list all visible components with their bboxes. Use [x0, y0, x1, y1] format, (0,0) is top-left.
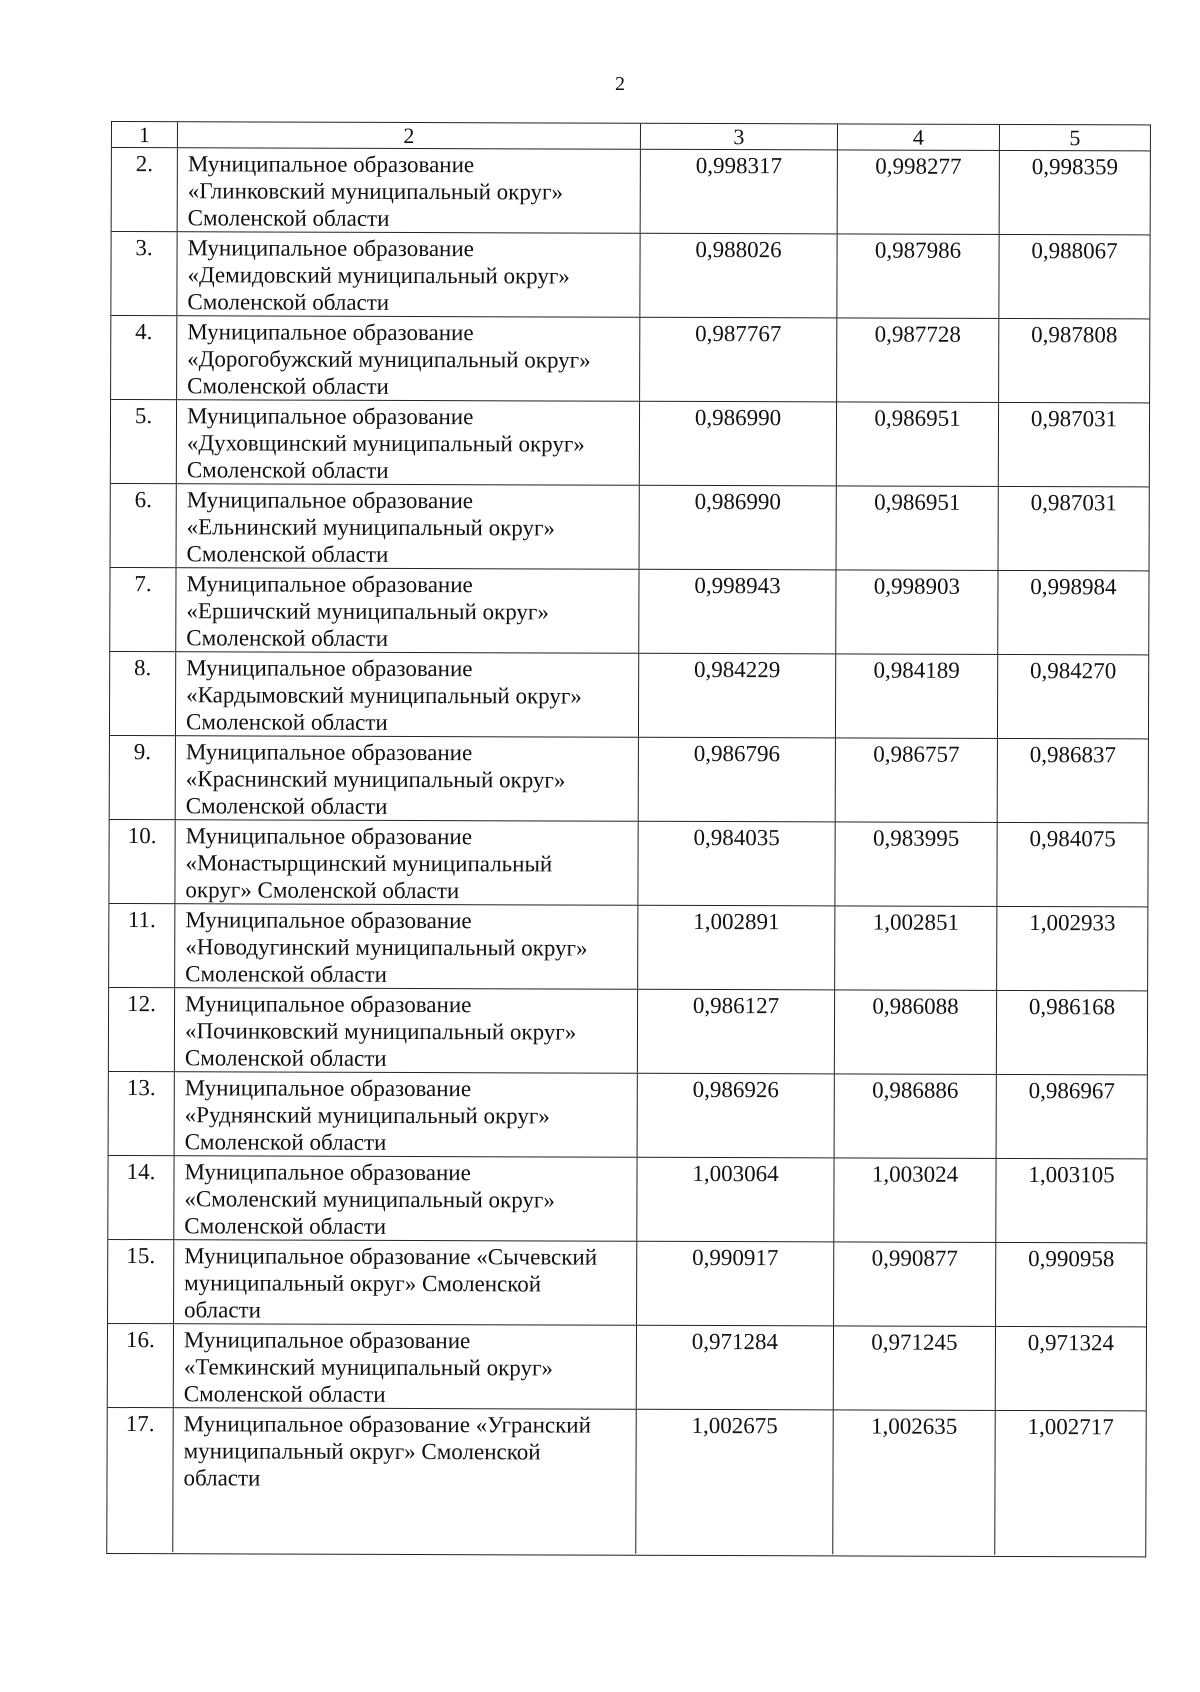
- municipality-name-line: «Кардымовский муниципальный округ»: [186, 682, 582, 709]
- value-column-5: 0,986168: [1028, 994, 1116, 1020]
- municipality-name-line: Муниципальное образование: [185, 739, 473, 766]
- municipality-name-line: Смоленской области: [186, 541, 389, 567]
- municipality-name: [174, 1240, 637, 1325]
- municipality-name: [178, 148, 641, 233]
- municipality-name-line: «Демидовский муниципальный округ»: [187, 262, 570, 289]
- municipality-name: [177, 232, 640, 317]
- value-column-3: 0,987767: [640, 318, 837, 402]
- row-number: 14.: [108, 1156, 174, 1239]
- value-column-3: 1,002891: [638, 906, 835, 990]
- value-column-4: 0,998277: [838, 150, 1000, 234]
- municipality-name: [174, 1156, 637, 1241]
- municipality-name-line: «Глинковский муниципальный округ»: [187, 178, 564, 205]
- value-column-3: 0,998317: [641, 150, 838, 234]
- table-row: [110, 651, 1148, 738]
- table-row: [112, 147, 1150, 234]
- value-column-4: 0,987728: [837, 318, 999, 402]
- row-number: 6.: [111, 484, 177, 567]
- value-column-3: 1,003064: [637, 1158, 834, 1242]
- value-column-3: 0,971284: [637, 1326, 834, 1410]
- value-column-5: 0,984075: [1029, 826, 1116, 852]
- row-number: 7.: [110, 568, 176, 651]
- municipality-name-line: Муниципальное образование: [186, 403, 474, 430]
- row-number: 15.: [108, 1240, 174, 1323]
- municipality-name-line: Муниципальное образование: [184, 1159, 471, 1186]
- value-column-4: 0,986088: [835, 990, 997, 1074]
- column-number-3: 3: [641, 124, 838, 150]
- value-column-3: 0,984035: [638, 822, 835, 906]
- municipality-name-line: муниципальный округ» Смоленской: [184, 1270, 542, 1297]
- municipality-name-line: Муниципальное образование «Угранский: [183, 1411, 591, 1438]
- value-column-5: 0,990958: [1028, 1246, 1115, 1272]
- row-number: 12.: [109, 988, 175, 1071]
- value-column-5: 0,986837: [1029, 742, 1117, 768]
- value-column-3: 0,986990: [640, 486, 837, 570]
- table-row: [110, 735, 1148, 822]
- page-number: 2: [615, 73, 625, 95]
- municipality-name-line: Муниципальное образование: [183, 1327, 471, 1354]
- value-column-5: 0,998359: [1031, 154, 1119, 180]
- value-column-5: 1,002717: [1027, 1414, 1114, 1440]
- table-row: [108, 1323, 1146, 1410]
- value-column-4: 0,986951: [837, 486, 999, 570]
- table-row: [111, 399, 1149, 486]
- value-column-5: 0,971324: [1027, 1330, 1115, 1356]
- municipality-name-line: Муниципальное образование: [186, 487, 474, 514]
- municipality-name-line: Муниципальное образование: [184, 1075, 472, 1102]
- municipality-name-line: Смоленской области: [187, 373, 389, 399]
- row-number: 11.: [109, 904, 175, 987]
- value-column-3: 0,984229: [639, 654, 836, 738]
- row-number: 17.: [107, 1408, 173, 1552]
- municipality-name-line: Муниципальное образование: [186, 571, 473, 598]
- data-table: [106, 121, 1151, 1557]
- municipality-name-line: «Ершичский муниципальный округ»: [186, 598, 549, 625]
- column-number-2: 2: [178, 122, 641, 149]
- row-number: 5.: [111, 400, 177, 483]
- municipality-name-line: Смоленской области: [187, 289, 390, 315]
- value-column-5: 0,987031: [1030, 406, 1118, 432]
- value-column-3: 0,990917: [637, 1242, 834, 1326]
- municipality-name: [177, 484, 640, 569]
- value-column-4: 0,987986: [837, 234, 999, 318]
- table-row: [108, 1155, 1146, 1242]
- municipality-name-line: Смоленской области: [187, 205, 390, 231]
- municipality-name-line: Смоленской области: [186, 457, 389, 483]
- municipality-name-line: Смоленской области: [185, 793, 388, 819]
- table-header-row: [112, 122, 1150, 150]
- value-column-4: 0,986757: [836, 738, 998, 822]
- municipality-name: [176, 568, 639, 653]
- table-row: [109, 987, 1147, 1074]
- municipality-name-line: Муниципальное образование: [185, 823, 472, 850]
- municipality-name-line: Смоленской области: [184, 1045, 387, 1071]
- column-number-4: 4: [838, 124, 1000, 150]
- municipality-name-line: муниципальный округ» Смоленской: [183, 1438, 541, 1465]
- value-column-5: 0,986967: [1028, 1078, 1115, 1104]
- row-number: 4.: [111, 316, 177, 399]
- municipality-name-line: «Смоленский муниципальный округ»: [184, 1186, 555, 1213]
- value-column-4: 1,002635: [833, 1410, 995, 1555]
- municipality-name: [173, 1408, 636, 1554]
- value-column-4: 1,003024: [834, 1158, 996, 1242]
- municipality-name-line: Смоленской области: [184, 1129, 387, 1155]
- table-row: [111, 231, 1149, 318]
- row-number: 3.: [111, 232, 177, 315]
- municipality-name-line: «Темкинский муниципальный округ»: [183, 1354, 553, 1381]
- municipality-name: [176, 736, 639, 821]
- value-column-3: 0,986796: [639, 738, 836, 822]
- value-column-5: 1,003105: [1028, 1162, 1115, 1188]
- column-number-5: 5: [1069, 125, 1081, 151]
- value-column-4: 1,002851: [835, 906, 997, 990]
- municipality-name-line: Смоленской области: [185, 709, 388, 735]
- municipality-name-line: Муниципальное образование: [185, 991, 472, 1018]
- table-row: [109, 903, 1147, 990]
- value-column-3: 0,986127: [638, 990, 835, 1074]
- municipality-name-line: округ» Смоленской области: [185, 877, 460, 904]
- municipality-name: [175, 1072, 638, 1157]
- value-column-5: 0,998984: [1030, 574, 1117, 600]
- table-row: [109, 1071, 1147, 1158]
- value-column-5: 1,002933: [1029, 910, 1116, 936]
- table-row: [111, 483, 1149, 570]
- value-column-3: 0,986926: [638, 1074, 835, 1158]
- municipality-name: [175, 988, 638, 1073]
- value-column-5: 0,988067: [1031, 238, 1118, 264]
- value-column-4: 0,971245: [834, 1326, 996, 1410]
- municipality-name-line: Смоленской области: [183, 1381, 386, 1407]
- municipality-name: [175, 904, 638, 989]
- table-row: [107, 1407, 1145, 1555]
- municipality-name-line: «Починковский муниципальный округ»: [184, 1018, 577, 1045]
- value-column-4: 0,983995: [835, 822, 997, 906]
- municipality-name-line: Смоленской области: [185, 961, 387, 987]
- value-column-5: 0,987031: [1030, 490, 1117, 516]
- municipality-name-line: области: [184, 1297, 261, 1323]
- municipality-name-line: Смоленской области: [184, 1213, 387, 1239]
- municipality-name-line: «Дорогобужский муниципальный округ»: [187, 346, 591, 373]
- value-column-4: 0,990877: [834, 1242, 996, 1326]
- municipality-name-line: Муниципальное образование «Сычевский: [184, 1243, 598, 1270]
- value-column-4: 0,984189: [836, 654, 998, 738]
- column-number-1: 1: [112, 122, 178, 147]
- value-column-3: 0,986990: [640, 402, 837, 486]
- municipality-name-line: Муниципальное образование: [185, 907, 472, 934]
- municipality-name: [175, 820, 638, 905]
- value-column-4: 0,986886: [835, 1074, 997, 1158]
- municipality-name-line: «Новодугинский муниципальный округ»: [185, 934, 588, 961]
- row-number: 2.: [112, 148, 178, 231]
- municipality-name-line: Муниципальное образование: [187, 235, 474, 262]
- row-number: 10.: [109, 820, 175, 903]
- row-number: 16.: [108, 1324, 174, 1407]
- municipality-name-line: области: [183, 1465, 261, 1491]
- municipality-name-line: Муниципальное образование: [187, 151, 475, 178]
- value-column-5: 0,984270: [1030, 658, 1117, 684]
- municipality-name: [176, 652, 639, 737]
- value-column-4: 0,998903: [836, 570, 998, 654]
- municipality-name-line: «Руднянский муниципальный округ»: [184, 1102, 550, 1129]
- value-column-3: 0,998943: [639, 570, 836, 654]
- municipality-name-line: «Краснинский муниципальный округ»: [185, 766, 566, 793]
- table-row: [109, 819, 1147, 906]
- table-row: [111, 315, 1149, 402]
- municipality-name-line: «Духовщинский муниципальный округ»: [186, 430, 585, 457]
- value-column-4: 0,986951: [837, 402, 999, 486]
- municipality-name-line: Муниципальное образование: [187, 319, 474, 346]
- row-number: 9.: [110, 736, 176, 819]
- row-number: 13.: [109, 1072, 175, 1155]
- municipality-name: [174, 1324, 637, 1409]
- municipality-name: [177, 400, 640, 485]
- value-column-3: 0,988026: [640, 234, 837, 318]
- municipality-name-line: Муниципальное образование: [186, 655, 473, 682]
- value-column-5: 0,987808: [1031, 322, 1118, 348]
- municipality-name-line: «Монастырщинский муниципальный: [185, 850, 553, 877]
- municipality-name-line: «Ельнинский муниципальный округ»: [186, 514, 555, 541]
- table-row: [108, 1239, 1146, 1326]
- row-number: 8.: [110, 652, 176, 735]
- municipality-name: [177, 316, 640, 401]
- table-row: [110, 567, 1148, 654]
- municipality-name-line: Смоленской области: [186, 625, 389, 651]
- value-column-3: 1,002675: [636, 1410, 833, 1555]
